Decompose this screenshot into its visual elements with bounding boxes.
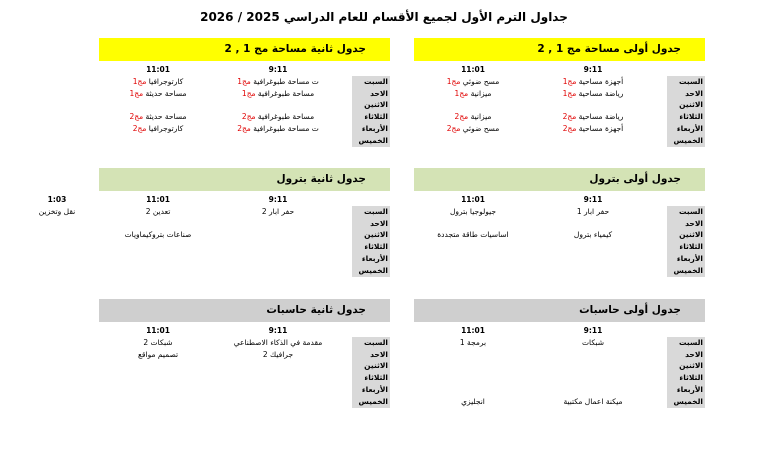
class-cell: مساحة حديثة مج2	[129, 112, 187, 122]
class-cell: اساسيات طاقة متجددة	[437, 230, 509, 240]
day-label: الأربعاء	[667, 384, 705, 396]
time-slot: 1:03	[47, 195, 67, 204]
class-cell: ميزانية مج2	[454, 112, 492, 122]
page-title: جداول الترم الأول لجميع الأقسام للعام الدراسي 2025 / 2026	[200, 10, 568, 24]
day-label: الثلاثاء	[352, 111, 390, 123]
day-row	[99, 218, 390, 230]
day-label: الاحد	[352, 88, 390, 100]
schedule-title: جدول أولى حاسبات	[414, 299, 705, 322]
day-row	[99, 360, 390, 372]
class-cell: حفر ابار 2	[261, 206, 295, 216]
time-slot: 9:11	[583, 195, 603, 204]
day-row	[99, 372, 390, 384]
schedule-title: جدول أولى مساحة مج 1 , 2	[414, 38, 705, 61]
day-row	[99, 384, 390, 396]
day-label: الاحد	[352, 349, 390, 361]
class-cell: كيمياء بترول	[573, 230, 613, 240]
class-cell: مساحة طبوغرافية مج1	[241, 88, 315, 98]
class-cell: مقدمة في الذكاء الاصطناعي	[233, 337, 323, 347]
day-label: الثلاثاء	[667, 372, 705, 384]
time-slot: 11:01	[461, 326, 485, 335]
class-cell: مسح ضوئي مج2	[446, 123, 500, 133]
day-row	[414, 206, 705, 218]
day-label: الثلاثاء	[667, 241, 705, 253]
time-row	[414, 325, 705, 337]
class-cell: ت مساحة طبوغرافية مج2	[237, 123, 319, 133]
day-label: الاثنين	[352, 99, 390, 111]
class-cell: جرافيك 2	[262, 349, 294, 359]
day-row	[414, 123, 705, 135]
day-row	[99, 123, 390, 135]
day-label: الاثنين	[352, 360, 390, 372]
class-cell: مسح ضوئي مج1	[446, 76, 500, 86]
class-cell: أجهزة مساحية مج2	[562, 123, 624, 133]
time-slot: 9:11	[268, 65, 288, 74]
class-cell: جيولوجيا بترول	[449, 206, 497, 216]
day-row	[99, 135, 390, 147]
day-label: الثلاثاء	[352, 241, 390, 253]
time-row	[99, 325, 390, 337]
day-label: الاحد	[667, 88, 705, 100]
day-row	[99, 396, 390, 408]
day-label: الاحد	[667, 349, 705, 361]
day-label: السبت	[667, 206, 705, 218]
schedule-computers-year2	[99, 299, 390, 408]
day-label: الثلاثاء	[667, 111, 705, 123]
schedule-petroleum-year2	[38, 168, 390, 277]
day-row	[414, 372, 705, 384]
time-slot: 9:11	[268, 195, 288, 204]
day-row	[414, 253, 705, 265]
day-row	[99, 99, 390, 111]
schedule-title: جدول ثانية بترول	[99, 168, 390, 191]
time-row	[47, 194, 390, 206]
time-slot: 11:01	[146, 195, 170, 204]
day-row	[414, 229, 705, 241]
day-row	[99, 337, 390, 349]
class-cell: شبكات 2	[143, 337, 173, 347]
day-row	[414, 349, 705, 361]
schedule-title: جدول ثانية مساحة مج 1 , 2	[99, 38, 390, 61]
day-label: الاحد	[352, 218, 390, 230]
day-row	[414, 135, 705, 147]
class-cell: كارتوجرافيا مج1	[132, 76, 184, 86]
class-cell: ت مساحة طبوغرافية مج1	[237, 76, 319, 86]
day-label: الخميس	[667, 265, 705, 277]
day-label: الأربعاء	[667, 253, 705, 265]
day-row	[99, 88, 390, 100]
class-cell: انجليزي	[461, 396, 485, 406]
class-cell: مساحة طبوغرافية مج2	[241, 112, 315, 122]
day-label: الثلاثاء	[352, 372, 390, 384]
day-row	[414, 360, 705, 372]
day-row	[414, 396, 705, 408]
day-label: الخميس	[667, 396, 705, 408]
time-slot: 11:01	[461, 65, 485, 74]
day-label: الأربعاء	[352, 253, 390, 265]
class-cell: صناعات بتروكيماويات	[124, 230, 192, 240]
day-row	[414, 88, 705, 100]
day-label: السبت	[667, 337, 705, 349]
time-row	[99, 64, 390, 76]
class-cell: تعدين 2	[145, 206, 171, 216]
schedule-survey-year2	[99, 38, 390, 147]
day-label: الأربعاء	[667, 123, 705, 135]
class-cell: تصميم مواقع	[137, 349, 179, 359]
time-slot: 11:01	[146, 65, 170, 74]
day-label: الاثنين	[352, 229, 390, 241]
schedule-petroleum-year1	[414, 168, 705, 277]
schedule-computers-year1	[414, 299, 705, 408]
day-label: الأربعاء	[352, 123, 390, 135]
class-cell: أجهزة مساحية مج1	[562, 76, 624, 86]
day-label: الاحد	[667, 218, 705, 230]
time-row	[414, 194, 705, 206]
day-row	[414, 99, 705, 111]
time-slot: 9:11	[268, 326, 288, 335]
day-label: الأربعاء	[352, 384, 390, 396]
day-row	[414, 76, 705, 88]
day-row	[99, 253, 390, 265]
schedule-survey-year1	[414, 38, 705, 147]
class-cell: مساحة حديثة مج1	[129, 88, 187, 98]
day-row	[99, 229, 390, 241]
day-label: السبت	[352, 76, 390, 88]
day-label: الاثنين	[667, 99, 705, 111]
time-slot: 9:11	[583, 326, 603, 335]
class-cell: حفر ابار 1	[576, 206, 610, 216]
day-row	[38, 206, 390, 218]
day-label: الاثنين	[667, 229, 705, 241]
class-cell: رياضة مساحية مج2	[562, 112, 624, 122]
day-row	[99, 349, 390, 361]
day-label: الخميس	[352, 396, 390, 408]
time-slot: 9:11	[583, 65, 603, 74]
day-row	[414, 111, 705, 123]
schedule-title: جدول ثانية حاسبات	[99, 299, 390, 322]
time-slot: 11:01	[146, 326, 170, 335]
day-row	[414, 218, 705, 230]
day-label: الخميس	[352, 135, 390, 147]
class-cell: ميكنة اعمال مكتبية	[563, 396, 623, 406]
day-row	[414, 265, 705, 277]
class-cell: كارتوجرافيا مج2	[132, 123, 184, 133]
class-cell: برمجة 1	[459, 337, 487, 347]
day-row	[99, 265, 390, 277]
time-row	[414, 64, 705, 76]
day-label: الخميس	[352, 265, 390, 277]
class-cell: رياضة مساحية مج1	[562, 88, 624, 98]
day-row	[99, 241, 390, 253]
day-label: السبت	[352, 206, 390, 218]
schedule-title: جدول أولى بترول	[414, 168, 705, 191]
day-label: السبت	[352, 337, 390, 349]
class-cell: ميزانية مج1	[454, 88, 492, 98]
day-row	[414, 384, 705, 396]
class-cell: شبكات	[581, 337, 605, 347]
time-slot: 11:01	[461, 195, 485, 204]
day-label: السبت	[667, 76, 705, 88]
class-cell: نقل وتخزين	[38, 206, 76, 216]
day-label: الخميس	[667, 135, 705, 147]
day-row	[414, 337, 705, 349]
day-row	[99, 111, 390, 123]
day-row	[414, 241, 705, 253]
day-row	[99, 76, 390, 88]
day-label: الاثنين	[667, 360, 705, 372]
